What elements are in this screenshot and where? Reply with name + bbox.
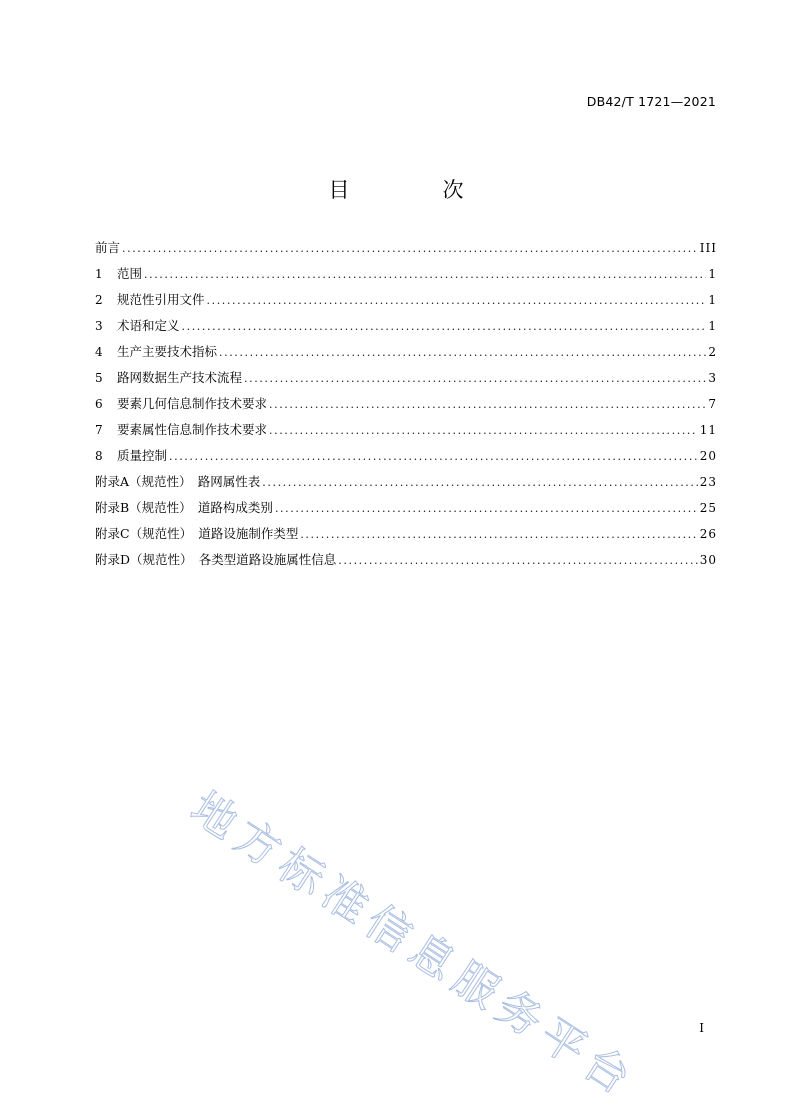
toc-entry-number: 6 (95, 397, 103, 411)
toc-entry-label (95, 446, 167, 464)
toc-page-number: 11 (699, 423, 717, 437)
page-number: I (699, 1021, 704, 1035)
toc-entry-label (95, 420, 267, 438)
toc-entry-number: 2 (95, 293, 103, 307)
toc-entry-number: 3 (95, 319, 103, 333)
toc-entry-title: 术语和定义 (117, 318, 180, 333)
toc-page-number: 7 (708, 397, 717, 411)
watermark: 地方标准信息服务平台 (181, 782, 646, 1109)
standard-code: DB42/T 1721—2021 (586, 94, 716, 109)
toc-entry-8[interactable] (95, 446, 717, 472)
toc-entry-label (95, 368, 242, 386)
toc-entry-title: 要素几何信息制作技术要求 (117, 396, 268, 411)
table-of-contents (95, 238, 717, 576)
toc-leader-dots (207, 294, 707, 307)
toc-page-number: 2 (708, 345, 717, 359)
toc-entry-2[interactable] (95, 290, 717, 316)
toc-entry-appendix-a[interactable] (95, 472, 717, 498)
toc-entry-title: 规范性引用文件 (117, 292, 205, 307)
toc-page-number: 30 (699, 553, 717, 567)
toc-entry-label: 前言 (95, 240, 121, 255)
toc-page-number: 25 (699, 501, 717, 515)
toc-entry-appendix-c[interactable] (95, 524, 717, 550)
toc-entry-label (95, 290, 205, 308)
toc-leader-dots (338, 554, 697, 567)
toc-page-number: 1 (708, 293, 717, 307)
toc-entry-preface[interactable] (95, 238, 717, 264)
toc-leader-dots (182, 320, 707, 333)
toc-leader-dots (219, 346, 706, 359)
toc-entry-number: 8 (95, 449, 103, 463)
toc-leader-dots (244, 372, 706, 385)
toc-page-number: III (699, 241, 717, 255)
toc-entry-label (95, 316, 180, 334)
toc-entry-label (95, 394, 267, 412)
toc-page-number: 23 (699, 475, 717, 489)
toc-entry-1[interactable] (95, 264, 717, 290)
toc-entry-number: 1 (95, 267, 103, 281)
toc-leader-dots (169, 450, 698, 463)
toc-leader-dots (122, 242, 698, 255)
toc-entry-6[interactable] (95, 394, 717, 420)
toc-entry-5[interactable] (95, 368, 717, 394)
toc-page-number: 20 (699, 449, 717, 463)
toc-entry-label: 附录D（规范性） 各类型道路设施属性信息 (95, 552, 337, 567)
toc-page-number: 26 (699, 527, 717, 541)
toc-entry-number: 4 (95, 345, 103, 359)
toc-entry-label (95, 264, 142, 282)
toc-entry-label (95, 342, 217, 360)
toc-entry-number: 7 (95, 423, 103, 437)
toc-entry-7[interactable] (95, 420, 717, 446)
toc-entry-title: 路网数据生产技术流程 (117, 370, 243, 385)
toc-leader-dots (275, 502, 698, 515)
toc-entry-title: 要素属性信息制作技术要求 (117, 422, 268, 437)
toc-entry-number: 5 (95, 371, 103, 385)
toc-entry-3[interactable] (95, 316, 717, 342)
toc-entry-title: 生产主要技术指标 (117, 344, 218, 359)
toc-entry-title: 范围 (117, 266, 143, 281)
toc-entry-label: 附录C（规范性） 道路设施制作类型 (95, 526, 299, 541)
toc-entry-appendix-d[interactable] (95, 550, 717, 576)
toc-entry-title: 质量控制 (117, 448, 168, 463)
toc-leader-dots (269, 398, 706, 411)
page-title: 目 次 (328, 178, 500, 202)
toc-entry-4[interactable] (95, 342, 717, 368)
toc-leader-dots (144, 268, 706, 281)
toc-page-number: 3 (708, 371, 717, 385)
toc-page-number: 1 (708, 319, 717, 333)
toc-leader-dots (300, 528, 697, 541)
toc-leader-dots (262, 476, 697, 489)
toc-entry-appendix-b[interactable] (95, 498, 717, 524)
toc-page-number: 1 (708, 267, 717, 281)
toc-leader-dots (269, 424, 698, 437)
toc-entry-label: 附录A（规范性） 路网属性表 (95, 474, 261, 489)
toc-entry-label: 附录B（规范性） 道路构成类别 (95, 500, 273, 515)
